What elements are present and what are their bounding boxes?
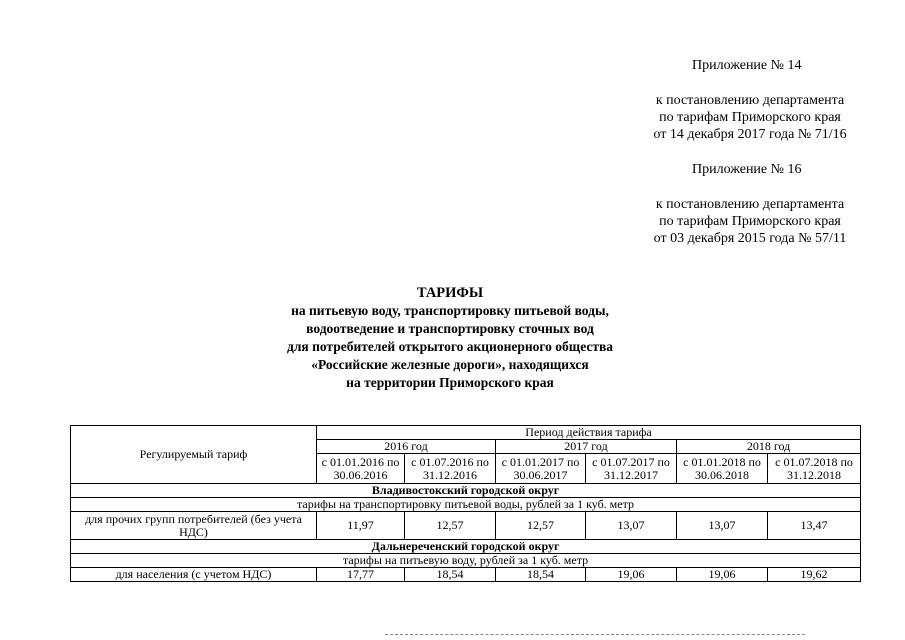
value-cell: 17,77	[317, 568, 405, 582]
column-header-tariff: Регулируемый тариф	[71, 426, 317, 484]
district-name: Дальнереченский городской округ	[71, 540, 861, 554]
value-cell: 13,07	[677, 512, 768, 540]
value-cell: 19,06	[586, 568, 677, 582]
annex-14-line-1: к постановлению департамента	[655, 93, 845, 108]
annex-14-line-3: от 14 декабря 2017 года № 71/16	[653, 127, 847, 142]
annex-14-title: Приложение № 14	[692, 58, 802, 73]
annex-14-line-2: по тарифам Приморского края	[659, 110, 841, 125]
heading-line-4: «Российские железные дороги», находящихся	[311, 357, 589, 372]
row-label: для населения (с учетом НДС)	[71, 568, 317, 582]
value-cell: 18,54	[405, 568, 496, 582]
period-cell: с 01.01.2018 по 30.06.2018	[677, 454, 768, 484]
row-label: для прочих групп потребителей (без учета НДС)	[71, 512, 317, 540]
value-cell: 12,57	[496, 512, 586, 540]
district-row	[71, 540, 861, 554]
heading-title: ТАРИФЫ	[416, 285, 484, 301]
tariff-subheader: тарифы на питьевую воду, рублей за 1 куб. метр	[71, 554, 861, 568]
heading-line-5: на территории Приморского края	[346, 375, 554, 390]
subheader-row	[71, 498, 861, 512]
table-header-row-1	[71, 426, 861, 440]
value-cell: 13,07	[586, 512, 677, 540]
period-cell: с 01.01.2016 по 30.06.2016	[317, 454, 405, 484]
period-cell: с 01.01.2017 по 30.06.2017	[496, 454, 586, 484]
value-cell: 19,62	[768, 568, 861, 582]
annex-16-reference	[630, 196, 870, 247]
table-row	[71, 568, 861, 582]
value-cell: 18,54	[496, 568, 586, 582]
annex-16-line-2: по тарифам Приморского края	[659, 214, 841, 229]
period-cell: с 01.07.2018 по 31.12.2018	[768, 454, 861, 484]
subheader-row	[71, 554, 861, 568]
tariff-subheader: тарифы на транспортировку питьевой воды, рублей за 1 куб. метр	[71, 498, 861, 512]
annex-16-line-1: к постановлению департамента	[655, 197, 845, 212]
value-cell: 11,97	[317, 512, 405, 540]
column-header-period: Период действия тарифа	[317, 426, 861, 440]
heading-line-1: на питьевую воду, транспортировку питьевой воды,	[291, 303, 609, 318]
document-heading	[200, 284, 700, 392]
page-cut-line	[385, 634, 805, 636]
year-2018: 2018 год	[677, 440, 861, 454]
year-2016: 2016 год	[317, 440, 496, 454]
heading-line-2: водоотведение и транспортировку сточных вод	[306, 321, 594, 336]
period-cell: с 01.07.2017 по 31.12.2017	[586, 454, 677, 484]
value-cell: 19,06	[677, 568, 768, 582]
district-row	[71, 484, 861, 498]
annex-16-line-3: от 03 декабря 2015 года № 57/11	[653, 231, 847, 246]
annex-14-reference	[630, 92, 870, 143]
heading-line-3: для потребителей открытого акционерного общества	[286, 339, 614, 354]
year-2017: 2017 год	[496, 440, 677, 454]
value-cell: 12,57	[405, 512, 496, 540]
table-row	[71, 512, 861, 540]
value-cell: 13,47	[768, 512, 861, 540]
district-name: Владивостокский городской округ	[71, 484, 861, 498]
period-cell: с 01.07.2016 по 31.12.2016	[405, 454, 496, 484]
tariff-table	[70, 425, 861, 582]
annex-16-title: Приложение № 16	[692, 162, 802, 177]
